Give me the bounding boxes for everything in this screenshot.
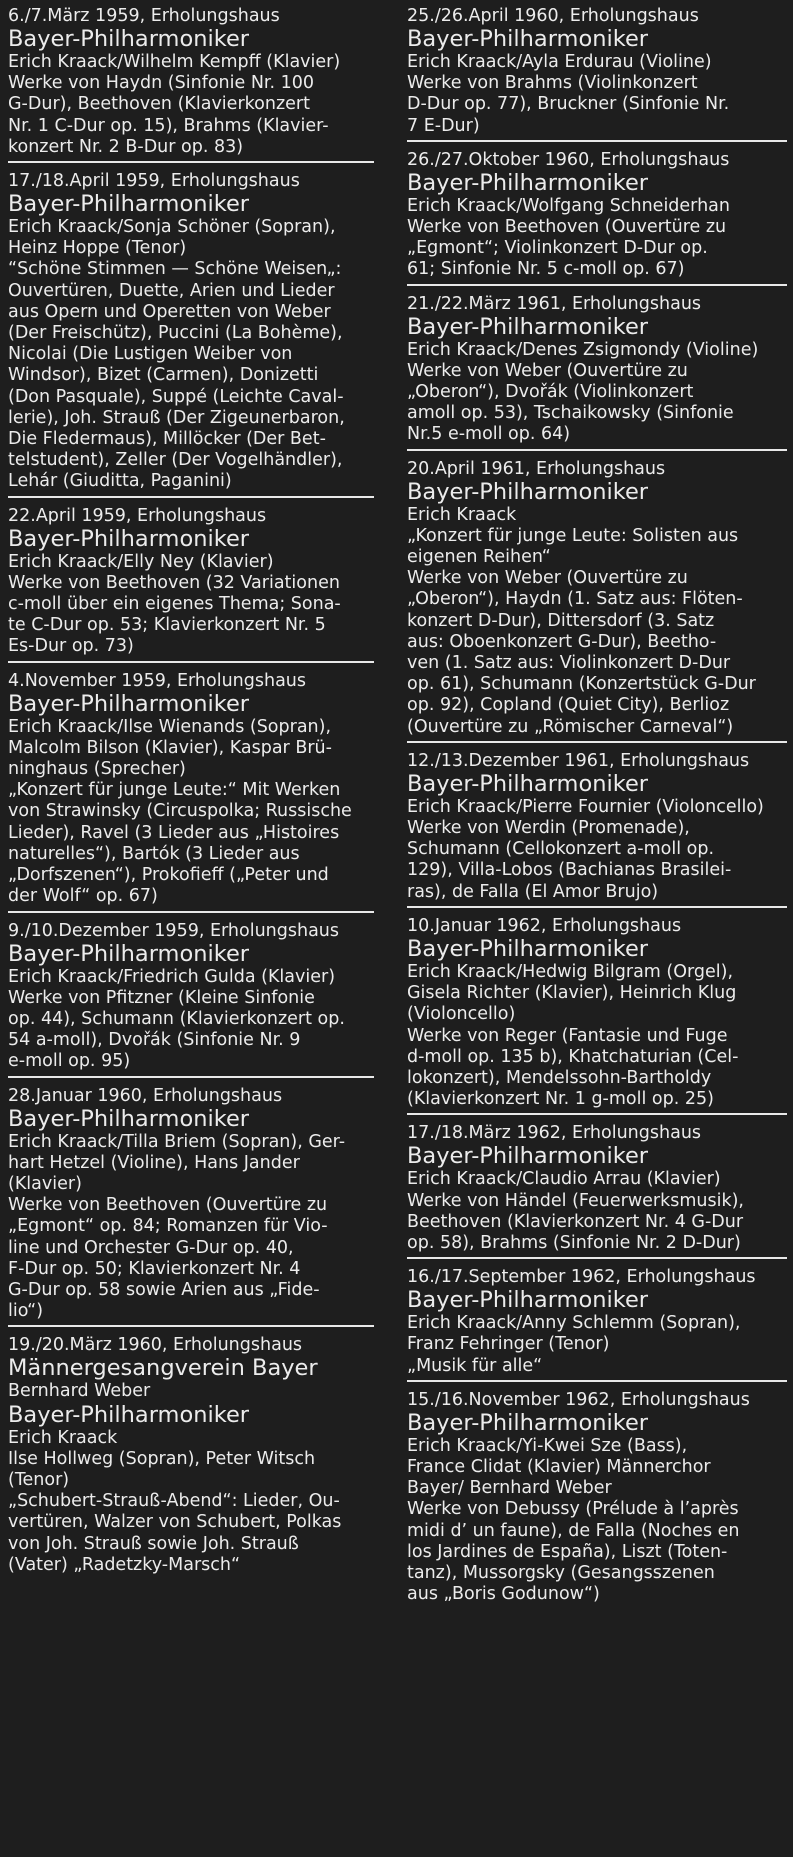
concert-date: 17./18.März 1962, Erholungshaus bbox=[407, 1123, 702, 1144]
ensemble-name: Bayer-Philharmoniker bbox=[407, 478, 649, 505]
program-line: midi d’ un faune), de Falla (Noches en bbox=[407, 1520, 740, 1541]
ensemble-name: Bayer-Philharmoniker bbox=[407, 313, 649, 340]
program-line: Heinz Hoppe (Tenor) bbox=[8, 238, 187, 259]
program-line: ninghaus (Sprecher) bbox=[8, 759, 186, 780]
program-line: von Joh. Strauß sowie Joh. Strauß bbox=[8, 1533, 299, 1554]
program-line: Windsor), Bizet (Carmen), Donizetti bbox=[8, 365, 319, 386]
program-line: d-moll op. 135 b), Khatchaturian (Cel- bbox=[407, 1046, 739, 1067]
program-line: (Klavierkonzert Nr. 1 g-moll op. 25) bbox=[407, 1089, 714, 1110]
ensemble-name: Bayer-Philharmoniker bbox=[407, 935, 649, 962]
program-line: Nicolai (Die Lustigen Weiber von bbox=[8, 344, 293, 365]
program-line: Erich Kraack bbox=[8, 1427, 118, 1448]
ensemble-name: Bayer-Philharmoniker bbox=[407, 770, 649, 797]
concert-date: 9./10.Dezember 1959, Erholungshaus bbox=[8, 920, 339, 941]
concert-date: 16./17.September 1962, Erholungshaus bbox=[407, 1267, 756, 1288]
ensemble-name: Bayer-Philharmoniker bbox=[407, 1287, 649, 1314]
concert-date: 17./18.April 1959, Erholungshaus bbox=[8, 171, 300, 192]
concert-entry bbox=[8, 671, 374, 913]
program-line: op. 61), Schumann (Konzertstück G-Dur bbox=[407, 674, 756, 695]
program-line: Erich Kraack/Wolfgang Schneiderhan bbox=[407, 195, 730, 216]
program-line: konzert Nr. 2 B-Dur op. 83) bbox=[8, 136, 244, 157]
program-line: eigenen Reihen“ bbox=[407, 547, 551, 568]
program-line: “Schöne Stimmen — Schöne Weisen„: bbox=[8, 259, 342, 280]
program-line: Malcolm Bilson (Klavier), Kaspar Brü- bbox=[8, 737, 332, 758]
program-line: Werke von Debussy (Prélude à l’après bbox=[407, 1499, 739, 1520]
program-line: „Konzert für junge Leute: Solisten aus bbox=[407, 525, 739, 546]
program-line: G-Dur), Beethoven (Klavierkonzert bbox=[8, 94, 310, 115]
program-line: Schumann (Cellokonzert a-moll op. bbox=[407, 839, 715, 860]
program-line: Lehár (Giuditta, Paganini) bbox=[8, 471, 232, 492]
program-line: France Clidat (Klavier) Männerchor bbox=[407, 1456, 711, 1477]
program-line: F-Dur op. 50; Klavierkonzert Nr. 4 bbox=[8, 1258, 301, 1279]
program-line: op. 58), Brahms (Sinfonie Nr. 2 D-Dur) bbox=[407, 1232, 741, 1253]
program-line: konzert D-Dur), Dittersdorf (3. Satz bbox=[407, 610, 715, 631]
program-line: Werke von Händel (Feuerwerksmusik), bbox=[407, 1190, 744, 1211]
program-line: Werke von Beethoven (Ouvertüre zu bbox=[8, 1195, 328, 1216]
program-line: 7 E-Dur) bbox=[407, 115, 480, 136]
program-line: Erich Kraack/Friedrich Gulda (Klavier) bbox=[8, 966, 336, 987]
concert-entry bbox=[407, 916, 787, 1115]
program-line: Werke von Reger (Fantasie und Fuge bbox=[407, 1025, 728, 1046]
program-line: Es-Dur op. 73) bbox=[8, 636, 134, 657]
program-line: Erich Kraack/Sonja Schöner (Sopran), bbox=[8, 217, 336, 238]
program-line: 129), Villa-Lobos (Bachianas Brasilei- bbox=[407, 860, 732, 881]
concert-date: 28.Januar 1960, Erholungshaus bbox=[8, 1085, 283, 1106]
program-line: Die Fledermaus), Millöcker (Der Bet- bbox=[8, 429, 326, 450]
program-line: Ilse Hollweg (Sopran), Peter Witsch bbox=[8, 1448, 316, 1469]
ensemble-name: Bayer-Philharmoniker bbox=[8, 525, 250, 552]
program-line: Werke von Weber (Ouvertüre zu bbox=[407, 360, 688, 381]
program-line: c-moll über ein eigenes Thema; Sona- bbox=[8, 594, 341, 615]
program-line: te C-Dur op. 53; Klavierkonzert Nr. 5 bbox=[8, 615, 326, 636]
concert-date: 21./22.März 1961, Erholungshaus bbox=[407, 293, 702, 314]
concert-entry bbox=[407, 1390, 787, 1609]
concert-entry bbox=[8, 1086, 374, 1328]
program-line: line und Orchester G-Dur op. 40, bbox=[8, 1237, 294, 1258]
concert-date: 20.April 1961, Erholungshaus bbox=[407, 458, 666, 479]
concert-entry bbox=[407, 6, 787, 142]
concert-date: 10.Januar 1962, Erholungshaus bbox=[407, 915, 682, 936]
program-line: Erich Kraack/Ayla Erdurau (Violine) bbox=[407, 52, 712, 72]
ensemble-name: Bayer-Philharmoniker bbox=[8, 1105, 250, 1132]
program-line: „Oberon“), Haydn (1. Satz aus: Flöten- bbox=[407, 589, 743, 610]
program-line: (Tenor) bbox=[8, 1469, 70, 1490]
program-line: Erich Kraack/Hedwig Bilgram (Orgel), bbox=[407, 961, 734, 982]
ensemble-name: Bayer-Philharmoniker bbox=[8, 1401, 250, 1428]
program-line: lokonzert), Mendelssohn-Bartholdy bbox=[407, 1067, 712, 1088]
program-line: „Oberon“), Dvořák (Violinkonzert bbox=[407, 382, 694, 403]
program-line: (Vater) „Radetzky-Marsch“ bbox=[8, 1554, 241, 1575]
program-line: Erich Kraack/Yi-Kwei Sze (Bass), bbox=[407, 1435, 688, 1456]
program-line: „Konzert für junge Leute:“ Mit Werken bbox=[8, 780, 341, 801]
program-line: 61; Sinfonie Nr. 5 c-moll op. 67) bbox=[407, 259, 685, 280]
program-line: Erich Kraack/Ilse Wienands (Sopran), bbox=[8, 716, 332, 737]
program-line: der Wolf“ op. 67) bbox=[8, 886, 158, 907]
program-line: (Ouvertüre zu „Römischer Carneval“) bbox=[407, 716, 734, 737]
ensemble-name: Bayer-Philharmoniker bbox=[407, 26, 649, 52]
program-line: Erich Kraack/Elly Ney (Klavier) bbox=[8, 551, 274, 572]
program-line: Werke von Beethoven (Ouvertüre zu bbox=[407, 217, 727, 238]
program-line: Werke von Beethoven (32 Variationen bbox=[8, 572, 340, 593]
concert-date: 26./27.Oktober 1960, Erholungshaus bbox=[407, 149, 730, 170]
program-line: los Jardines de España), Liszt (Toten- bbox=[407, 1541, 728, 1562]
concert-date: 6./7.März 1959, Erholungshaus bbox=[8, 6, 280, 26]
concert-entry bbox=[407, 1267, 787, 1382]
ensemble-name: Bayer-Philharmoniker bbox=[407, 169, 649, 196]
program-line: Beethoven (Klavierkonzert Nr. 4 G-Dur bbox=[407, 1211, 744, 1232]
program-line: Erich Kraack/Anny Schlemm (Sopran), bbox=[407, 1313, 741, 1334]
concert-entry bbox=[8, 921, 374, 1078]
concert-date: 22.April 1959, Erholungshaus bbox=[8, 505, 267, 526]
program-line: Erich Kraack/Claudio Arrau (Klavier) bbox=[407, 1169, 721, 1190]
program-line: ven (1. Satz aus: Violinkonzert D-Dur bbox=[407, 653, 731, 674]
program-line: Bayer/ Bernhard Weber bbox=[407, 1478, 612, 1499]
concert-entry bbox=[8, 6, 374, 163]
program-line: aus: Oboenkonzert G-Dur), Beetho- bbox=[407, 631, 717, 652]
ensemble-name: Bayer-Philharmoniker bbox=[8, 26, 250, 52]
program-line: „Schubert-Strauß-Abend“: Lieder, Ou- bbox=[8, 1491, 340, 1512]
concert-entry bbox=[8, 506, 374, 663]
program-line: Erich Kraack/Tilla Briem (Sopran), Ger- bbox=[8, 1131, 346, 1152]
program-line: Nr.5 e-moll op. 64) bbox=[407, 424, 571, 445]
concert-date: 4.November 1959, Erholungshaus bbox=[8, 670, 306, 691]
program-line: D-Dur op. 77), Bruckner (Sinfonie Nr. bbox=[407, 94, 730, 115]
program-line: Werke von Brahms (Violinkonzert bbox=[407, 73, 698, 94]
ensemble-name: Bayer-Philharmoniker bbox=[8, 690, 250, 717]
concert-entry bbox=[8, 1335, 374, 1579]
program-line: lio“) bbox=[8, 1301, 44, 1322]
program-line: amoll op. 53), Tschaikowsky (Sinfonie bbox=[407, 403, 734, 424]
program-line: ras), de Falla (El Amor Brujo) bbox=[407, 881, 659, 902]
ensemble-name: Männergesangverein Bayer bbox=[8, 1355, 318, 1382]
program-line: Erich Kraack bbox=[407, 504, 517, 525]
program-line: Erich Kraack/Pierre Fournier (Violoncello) bbox=[407, 796, 764, 817]
program-line: „Dorfszenen“), Prokofieff („Peter und bbox=[8, 865, 329, 886]
concert-entry bbox=[407, 294, 787, 451]
program-line: Franz Fehringer (Tenor) bbox=[407, 1334, 610, 1355]
program-line: telstudent), Zeller (Der Vogelhändler), bbox=[8, 450, 343, 471]
program-line: „Egmont“; Violinkonzert D-Dur op. bbox=[407, 238, 708, 259]
program-line: Werke von Weber (Ouvertüre zu bbox=[407, 568, 688, 589]
program-line: von Strawinsky (Circuspolka; Russische bbox=[8, 801, 352, 822]
program-line: naturelles“), Bartók (3 Lieder aus bbox=[8, 843, 300, 864]
ensemble-name: Bayer-Philharmoniker bbox=[8, 191, 250, 218]
concert-entry bbox=[407, 150, 787, 286]
program-line: aus Opern und Operetten von Weber bbox=[8, 301, 331, 322]
program-line: Lieder), Ravel (3 Lieder aus „Histoires bbox=[8, 822, 340, 843]
left-column bbox=[8, 6, 374, 1587]
program-line: Nr. 1 C-Dur op. 15), Brahms (Klavier- bbox=[8, 115, 329, 136]
program-line: Bernhard Weber bbox=[8, 1381, 151, 1402]
concert-date: 15./16.November 1962, Erholungshaus bbox=[407, 1389, 750, 1410]
program-line: Werke von Haydn (Sinfonie Nr. 100 bbox=[8, 73, 315, 94]
program-line: aus „Boris Godunow“) bbox=[407, 1584, 600, 1605]
program-line: Werke von Werdin (Promenade), bbox=[407, 818, 690, 839]
program-line: e-moll op. 95) bbox=[8, 1051, 131, 1072]
program-line: „Egmont“ op. 84; Romanzen für Vio- bbox=[8, 1216, 328, 1237]
ensemble-name: Bayer-Philharmoniker bbox=[8, 940, 250, 967]
concert-date: 12./13.Dezember 1961, Erholungshaus bbox=[407, 750, 750, 771]
program-line: op. 44), Schumann (Klavierkonzert op. bbox=[8, 1008, 345, 1029]
concert-entry bbox=[8, 171, 374, 498]
program-line: G-Dur op. 58 sowie Arien aus „Fide- bbox=[8, 1279, 320, 1300]
program-line: op. 92), Copland (Quiet City), Berlioz bbox=[407, 695, 730, 716]
program-line: Erich Kraack/Denes Zsigmondy (Violine) bbox=[407, 339, 759, 360]
program-line: hart Hetzel (Violine), Hans Jander bbox=[8, 1152, 300, 1173]
program-line: Erich Kraack/Wilhelm Kempff (Klavier) bbox=[8, 52, 341, 72]
program-line: (Don Pasquale), Suppé (Leichte Caval- bbox=[8, 386, 344, 407]
program-line: „Musik für alle“ bbox=[407, 1355, 543, 1376]
program-line: Werke von Pfitzner (Kleine Sinfonie bbox=[8, 987, 315, 1008]
program-line: 54 a-moll), Dvořák (Sinfonie Nr. 9 bbox=[8, 1030, 301, 1051]
program-line: (Violoncello) bbox=[407, 1004, 516, 1025]
program-line: tanz), Mussorgsky (Gesangsszenen bbox=[407, 1562, 715, 1583]
right-column bbox=[407, 6, 787, 1616]
program-line: (Der Freischütz), Puccini (La Bohème), bbox=[8, 323, 343, 344]
concert-entry bbox=[407, 459, 787, 743]
concert-entry bbox=[407, 1123, 787, 1259]
ensemble-name: Bayer-Philharmoniker bbox=[407, 1143, 649, 1170]
program-line: Gisela Richter (Klavier), Heinrich Klug bbox=[407, 983, 737, 1004]
program-line: Ouvertüren, Duette, Arien und Lieder bbox=[8, 280, 335, 301]
program-line: lerie), Joh. Strauß (Der Zigeunerbaron, bbox=[8, 407, 345, 428]
concert-entry bbox=[407, 751, 787, 908]
program-line: vertüren, Walzer von Schubert, Polkas bbox=[8, 1512, 342, 1533]
ensemble-name: Bayer-Philharmoniker bbox=[407, 1409, 649, 1436]
program-line: (Klavier) bbox=[8, 1173, 82, 1194]
concert-date: 25./26.April 1960, Erholungshaus bbox=[407, 6, 699, 26]
concert-date: 19./20.März 1960, Erholungshaus bbox=[8, 1335, 303, 1356]
